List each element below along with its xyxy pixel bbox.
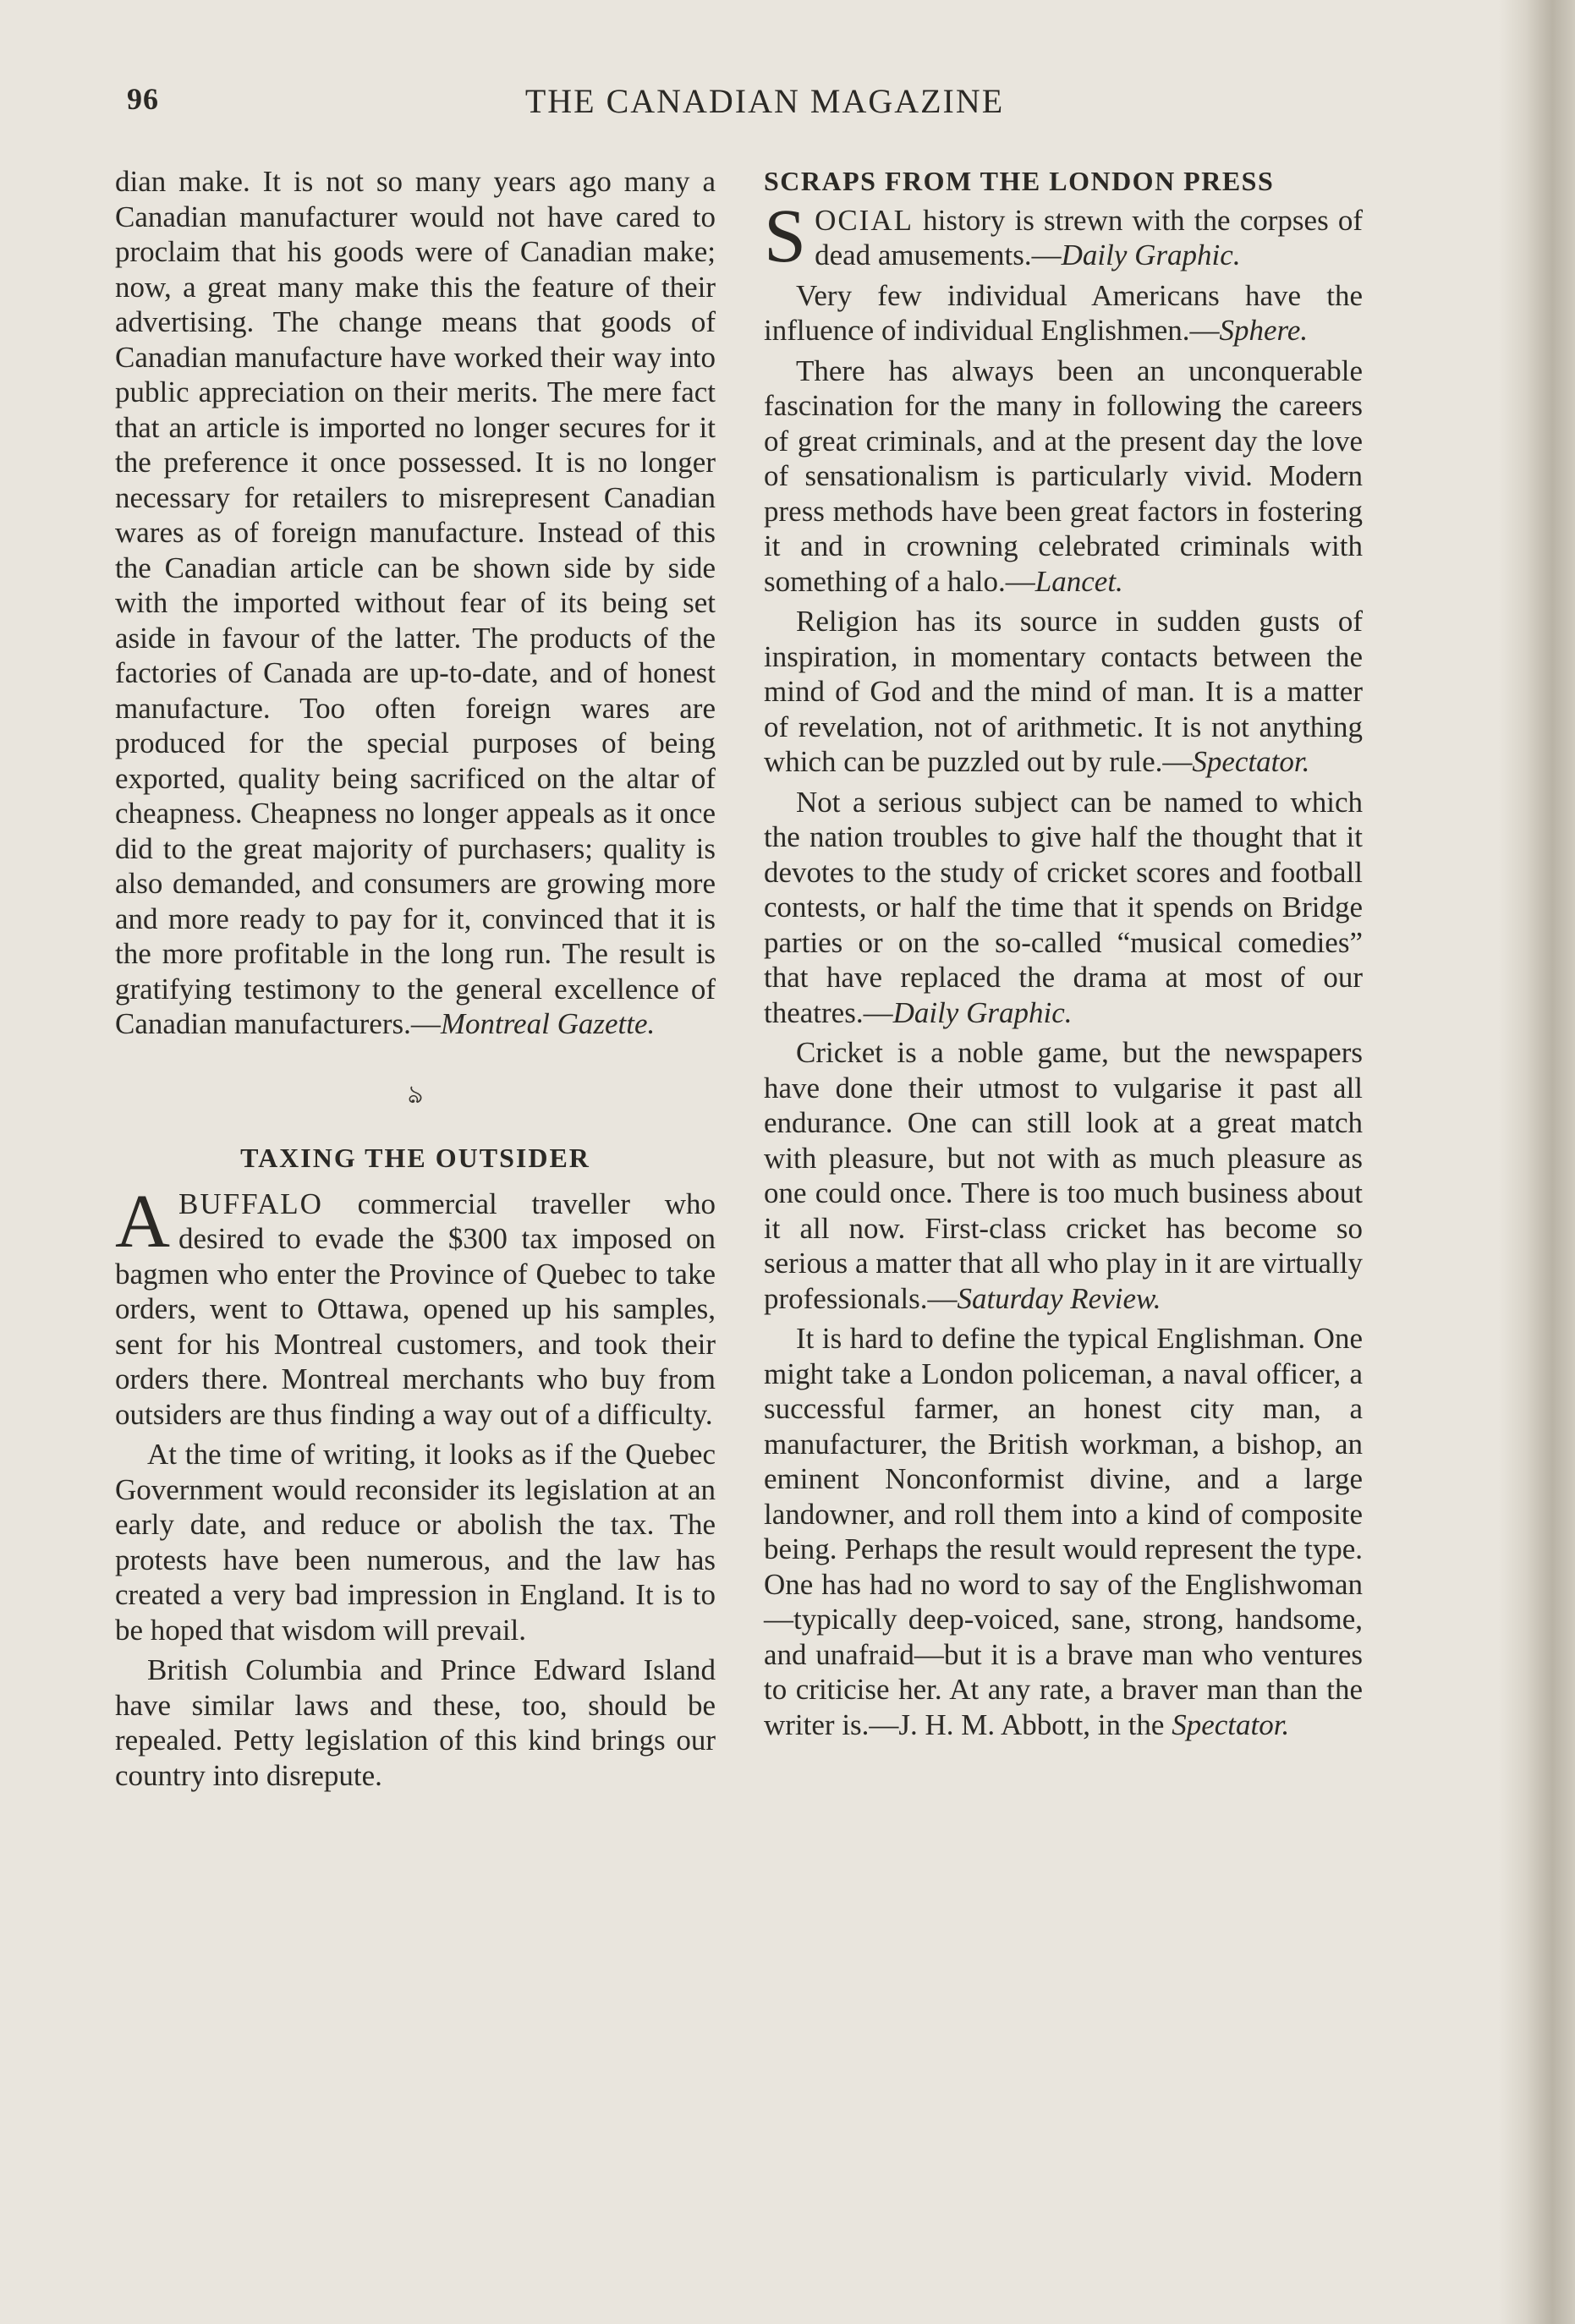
right-column: [764, 164, 1363, 1742]
quote-text: It is hard to define the typical Englishman. One might take a London policeman, a naval officer, a successful farmer, an honest city man, a manufacturer, the British workman, a bishop, an eminent Nonconformist divine, and a large landowner, and roll them into a kind of composite being. Perhaps the result would represent the type. One has had no word to say of the Englishwoman—typically deep-voiced, sane, strong, handsome, and unafraid—but it is a brave man who ventures to criticise her. At any rate, a braver man than the writer is.—J. H. M. Abbott, in the: [764, 1322, 1363, 1741]
section-heading: SCRAPS FROM THE LONDON PRESS: [764, 166, 1275, 196]
section-ornament: ঌ: [407, 1080, 424, 1109]
article-paragraph: At the time of writing, it looks as if the Quebec Government would reconsider its legislation at an early date, and reduce or abolish the tax. The protests have been numerous, and the law has created a very bad impression in England. It is to be hoped that wisdom will prevail.: [115, 1438, 716, 1647]
press-quote: [764, 1321, 1363, 1742]
quote-text: Religion has its source in sudden gusts of inspiration, in momentary contacts between the mind of God and the mind of man. It is a matter of revelation, not of arithmetic. It is not anything which can be puzzled out by rule.—: [764, 605, 1363, 778]
source-citation: Daily Graphic.: [1061, 238, 1241, 271]
article-paragraph: [115, 164, 716, 1042]
source-citation: Lancet.: [1034, 564, 1123, 598]
press-quote: [764, 278, 1363, 348]
page-edge-shadow: [1499, 0, 1575, 2324]
running-title: THE CANADIAN MAGAZINE: [524, 82, 1005, 120]
source-citation: Sphere.: [1219, 314, 1309, 347]
section-heading: TAXING THE OUTSIDER: [240, 1143, 590, 1173]
quote-text: There has always been an unconquerable fascination for the many in following the careers of great criminals, and at the present day the love of sensationalism is particularly vivid. Modern press methods have been great factors in fostering it and in crowning celebrated criminals with something of a halo.—: [764, 354, 1363, 598]
page-header: [127, 81, 1402, 132]
quote-text: Cricket is a noble game, but the newspapers have done their utmost to vulgarise it past all endurance. One can still look at a great match with pleasure, but not with as much pleasure as one could once. There is too much business about it all now. First-class cricket has become so serious a matter that all who play in it are virtually professionals.—: [764, 1036, 1363, 1315]
source-citation: Saturday Review.: [957, 1281, 1161, 1315]
source-citation: Spectator.: [1192, 745, 1310, 778]
quote-text: history is strewn with the corpses of dead amusements.—: [815, 203, 1363, 271]
press-quote: [764, 194, 1363, 278]
article-paragraph: [115, 1179, 716, 1433]
lead-caps: OCIAL: [815, 203, 914, 237]
lead-caps: BUFFALO: [178, 1187, 323, 1220]
press-quote: [764, 604, 1363, 780]
paragraph-text: dian make. It is not so many years ago many a Canadian manufacturer would not have cared to proclaim that his goods were of Canadian make; now, a great many make this the feature of their advertising. The change means that goods of Canadian manufacture have worked their way into public appreciation on their merits. The mere fact that an article is imported no longer secures for it the preference it once possessed. It is no longer necessary for retailers to misrepresent Canadian wares as of foreign manufacture. Instead of this the Canadian article can be shown side by side with the imported without fear of its being set aside in favour of the latter. The products of the factories of Canada are up-to-date, and of honest manufacture. Too often foreign wares are produced for the special purposes of being exported, quality being sacrificed on the altar of cheapness. Cheapness no longer appeals as it once did to the great majority of purchasers; quality is also demanded, and consumers are growing more and more ready to pay for it, convinced that it is the more profitable in the long run. The result is gratifying testimony to the general excellence of Canadian manufacturers.—: [115, 165, 716, 1040]
article-paragraph: British Columbia and Prince Edward Island have similar laws and these, too, should be repealed. Petty legislation of this kind brings our country into disrepute.: [115, 1653, 716, 1792]
source-citation: Spectator.: [1172, 1707, 1290, 1741]
press-quote: [764, 785, 1363, 1031]
drop-cap: A: [115, 1179, 170, 1263]
press-quote: [764, 354, 1363, 600]
press-quote: [764, 1035, 1363, 1316]
quote-text: Not a serious subject can be named to which the nation troubles to give half the thought that it devotes to the study of cricket scores and football contests, or half the time that it spends on Bridge parties or on the so-called “musical comedies” that have replaced the drama at most of our theatres.—: [764, 785, 1363, 1029]
source-citation: Montreal Gazette.: [440, 1007, 656, 1040]
paragraph-text: commercial traveller who desired to evade the $300 tax imposed on bagmen who enter the Province of Quebec to take orders, went to Ottawa, opened up his samples, sent for his Montreal customers, and took their orders there. Montreal merchants who buy from outsiders are thus finding a way out of a difficulty.: [115, 1187, 716, 1431]
page-number: 96: [127, 82, 159, 116]
quote-text: Very few individual Americans have the influence of individual Englishmen.—: [764, 278, 1363, 347]
drop-cap: S: [764, 194, 807, 278]
left-column: [115, 164, 716, 1793]
source-citation: Daily Graphic.: [892, 995, 1073, 1029]
